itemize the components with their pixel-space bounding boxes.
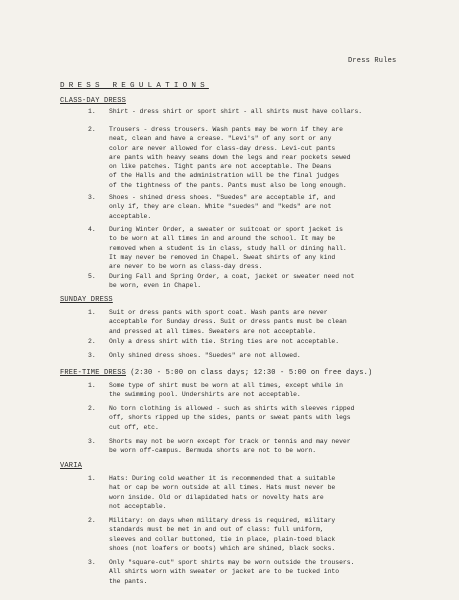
item-text: Shirt - dress shirt or sport shirt - all shirts must have collars. bbox=[109, 108, 363, 115]
item-text: Hats: During cold weather it is recommended that a suitable hat or cap be worn outside at all times. Hats must never be worn inside. Old or dilapidated hats or novelty hats are not acceptable. bbox=[109, 475, 336, 510]
item-number: 1. bbox=[88, 309, 96, 316]
item-text: Military: on days when military dress is required, military standards must be met in and out of class: full uniform, sleeves and collar buttoned, tie in place, plain-toed black shoes (not loafers or boots) which are shined, black socks. bbox=[109, 517, 336, 552]
item-text: Only "square-cut" sport shirts may be worn outside the trousers. All shirts worn with sweater or jacket are to be tucked into the pants. bbox=[109, 559, 355, 585]
item-number: 4. bbox=[88, 226, 96, 233]
document-title: DRESS REGULATIONS bbox=[60, 82, 209, 90]
item-number: 2. bbox=[88, 517, 96, 524]
item-number: 3. bbox=[88, 194, 96, 201]
item-number: 3. bbox=[88, 559, 96, 566]
list-item bbox=[88, 272, 428, 291]
item-text: During Fall and Spring Order, a coat, jacket or sweater need not be worn, even in Chapel. bbox=[109, 273, 355, 290]
item-text: No torn clothing is allowed - such as shirts with sleeves ripped off, shorts ripped up the sides, pants or sweat pants with legs cut off, etc. bbox=[109, 405, 355, 431]
section-heading-note: (2:30 - 5:00 on class days; 12:30 - 5:00 on free days.) bbox=[126, 369, 373, 377]
item-text: Shorts may not be worn except for track or tennis and may never be worn off-campus. Bermuda shorts are not to be worn. bbox=[109, 438, 351, 455]
list-item bbox=[88, 558, 428, 586]
item-text: Some type of shirt must be worn at all times, except while in the swimming pool. Undershirts are not acceptable. bbox=[109, 382, 343, 399]
item-text: Only shined dress shoes. "Suedes" are not allowed. bbox=[109, 352, 301, 359]
list-item bbox=[88, 107, 428, 116]
item-number: 2. bbox=[88, 338, 96, 345]
section-heading-free-time bbox=[60, 369, 372, 377]
list-item bbox=[88, 404, 428, 432]
section-heading-sunday: SUNDAY DRESS bbox=[60, 296, 113, 304]
item-number: 1. bbox=[88, 475, 96, 482]
section-heading-label: FREE-TIME DRESS bbox=[60, 369, 127, 377]
list-item bbox=[88, 337, 428, 346]
list-item bbox=[88, 351, 428, 360]
section-heading-class-day: CLASS-DAY DRESS bbox=[60, 97, 127, 105]
list-item bbox=[88, 308, 428, 336]
list-item bbox=[88, 474, 428, 511]
item-text: Suit or dress pants with sport coat. Wash pants are never acceptable for Sunday dress. Suit or dress pants must be clean and pressed at all times. Sweaters are not acceptable. bbox=[109, 309, 347, 335]
page-header-label: Dress Rules bbox=[348, 57, 397, 65]
list-item bbox=[88, 381, 428, 400]
item-text: Shoes - shined dress shoes. "Suedes" are acceptable if, and only if, they are clean. White "suedes" and "keds" are not acceptable. bbox=[109, 194, 336, 220]
item-number: 3. bbox=[88, 352, 96, 359]
list-item bbox=[88, 193, 428, 221]
item-number: 3. bbox=[88, 438, 96, 445]
item-text: Only a dress shirt with tie. String ties are not acceptable. bbox=[109, 338, 340, 345]
section-heading-varia: VARIA bbox=[60, 462, 83, 470]
list-item bbox=[88, 225, 428, 271]
item-number: 1. bbox=[88, 382, 96, 389]
list-item bbox=[88, 125, 428, 190]
item-number: 2. bbox=[88, 405, 96, 412]
list-item bbox=[88, 437, 428, 456]
item-text: During Winter Order, a sweater or suitcoat or sport jacket is to be worn at all times in and around the school. It may be removed when a student is in class, study hall or dining hall. It may never be removed in Chapel. Sweat shirts of any kind are never to be worn as class-day dress. bbox=[109, 226, 347, 271]
list-item bbox=[88, 516, 428, 553]
item-number: 2. bbox=[88, 126, 96, 133]
item-number: 5. bbox=[88, 273, 96, 280]
item-text: Trousers - dress trousers. Wash pants may be worn if they are neat, clean and have a crease. "Levi's" of any sort or any color are never allowed for class-day dress. Levi-cut pants are pants with heavy seams down the legs and rear pockets sewed on like patches. Tight pants are not acceptable. The Deans of the Halls and the administration will be the final judges of the tightness of the pants. Pants must also be long enough. bbox=[109, 126, 351, 189]
item-number: 1. bbox=[88, 108, 96, 115]
